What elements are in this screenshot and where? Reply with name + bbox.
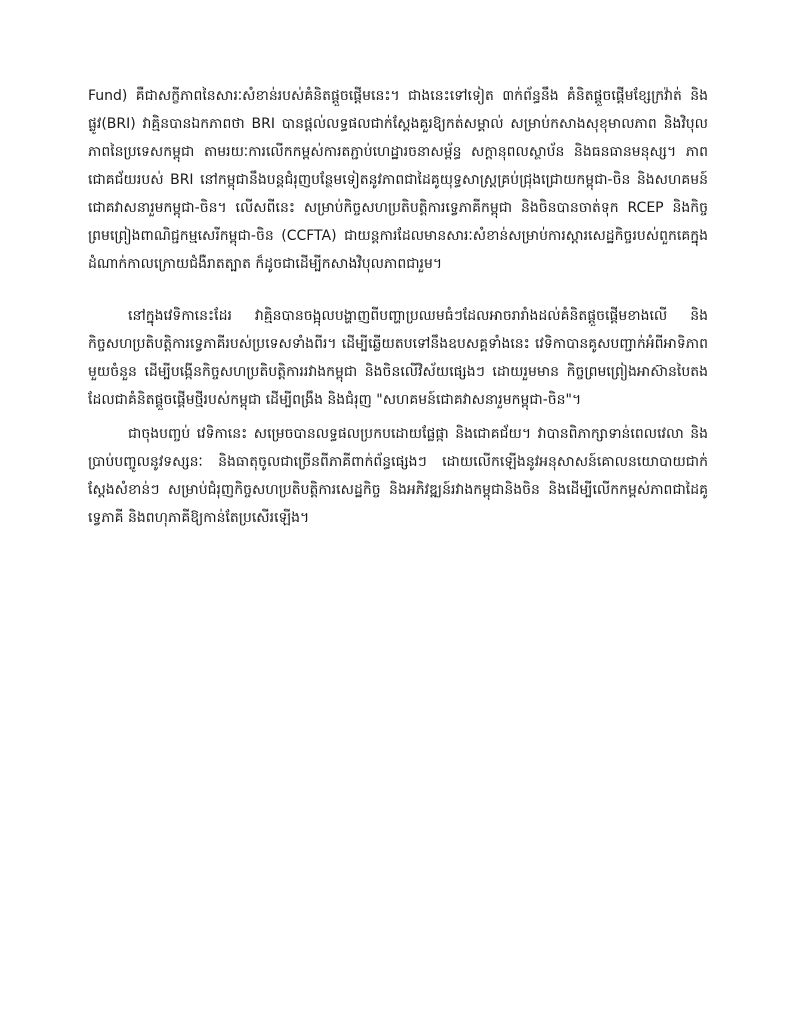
paragraph-1: Fund) គឺជាសក្ខីភាពនៃសារៈសំខាន់របស់គំនិតផ្តួចផ្តើមនេះ។ ជាងនេះទៅទៀត ៣ក់ព័ន្ធនឹង គំនិតផ្តួចផ្តើមខ្សែក្រវ៉ាត់ និងផ្លូវ(BRI) វាគ្មិនបានឯកភាពថា BRI បានផ្តល់លទ្ធផលជាក់ស្តែងគួរឱ្យកត់សម្គាល់ សម្រាប់កសាងសុខុមាលភាព និងវិបុលភាពនៃប្រទេសកម្ពុជា តាមរយៈការលើកកម្ពស់ការតភ្ជាប់ហេដ្ឋារចនាសម្ព័ន្ធ សក្តានុពលស្ថាប័ន និងធនធានមនុស្ស។ ភាពជោគជ័យរបស់ BRI នៅកម្ពុជានឹងបន្តជំរុញបន្ថែមទៀតនូវភាពជាដៃគូយុទ្ធសាស្ត្រគ្រប់ជ្រុងជ្រោយកម្ពុជា-ចិន និងសហគមន៍ជោគវាសនារួមកម្ពុជា-ចិន។ លើសពីនេះ សម្រាប់កិច្ចសហប្រតិបត្តិការទ្វេភាគីកម្ពុជា និងចិនបានចាត់ទុក RCEP និងកិច្ចព្រមព្រៀងពាណិជ្ជកម្មសេរីកម្ពុជា-ចិន (CCFTA) ជាយន្តការដែលមានសារៈសំខាន់សម្រាប់ការស្តារសេដ្ឋកិច្ចរបស់ពួកគេក្នុងដំណាក់កាលក្រោយជំងឺរាតត្បាត ក៏ដូចជាដើម្បីកសាងវិបុលភាពជារួម។	[88, 88, 708, 272]
paragraph-3: ជាចុងបញ្ចប់ វេទិកានេះ សម្រេចបានលទ្ធផលប្រកបដោយផ្លែផ្កា និងជោគជ័យ។ វាបានពិភាក្សាទាន់ពេលវេលា និងប្រាប់បញ្ចូលនូវទស្សនៈ និងធាតុចូលជាច្រើនពីភាគីពាក់ព័ន្ធផ្សេងៗ ដោយលើកឡើងនូវអនុសាសន៍គោលនយោបាយជាក់ស្តែងសំខាន់ៗ សម្រាប់ជំរុញកិច្ចសហប្រតិបត្តិការសេដ្ឋកិច្ច និងអភិវឌ្ឍន៍រវាងកម្ពុជានិងចិន និងដើម្បីលើកកម្ពស់ភាពជាដៃគូទ្វេភាគី និងពហុភាគីឱ្យកាន់តែប្រសើរឡើង។	[88, 426, 708, 526]
document-body	[88, 82, 708, 532]
paragraph-2: នៅក្នុងវេទិកានេះដែរ វាគ្មិនបានចង្អុលបង្ហាញពីបញ្ហាប្រឈមធំៗដែលអាចរារាំងដល់គំនិតផ្តួចផ្តើមខាងលើ និងកិច្ចសហប្រតិបត្តិការទ្វេភាគីរបស់ប្រទេសទាំងពីរ។ ដើម្បីឆ្លើយតបទៅនឹងឧបសគ្គទាំងនេះ វេទិកាបានគូសបញ្ជាក់អំពីអាទិភាពមួយចំនួន ដើម្បីបង្កើនកិច្ចសហប្រតិបត្តិការរវាងកម្ពុជា និងចិនលើវិស័យផ្សេងៗ ដោយរួមមាន កិច្ចព្រមព្រៀងអាស៊ានបៃតងដែលជាគំនិតផ្តួចផ្តើមថ្មីរបស់កម្ពុជា ដើម្បីពង្រឹង និងជំរុញ "សហគមន៍ជោគវាសនារួមកម្ពុជា-ចិន"។	[88, 308, 708, 408]
